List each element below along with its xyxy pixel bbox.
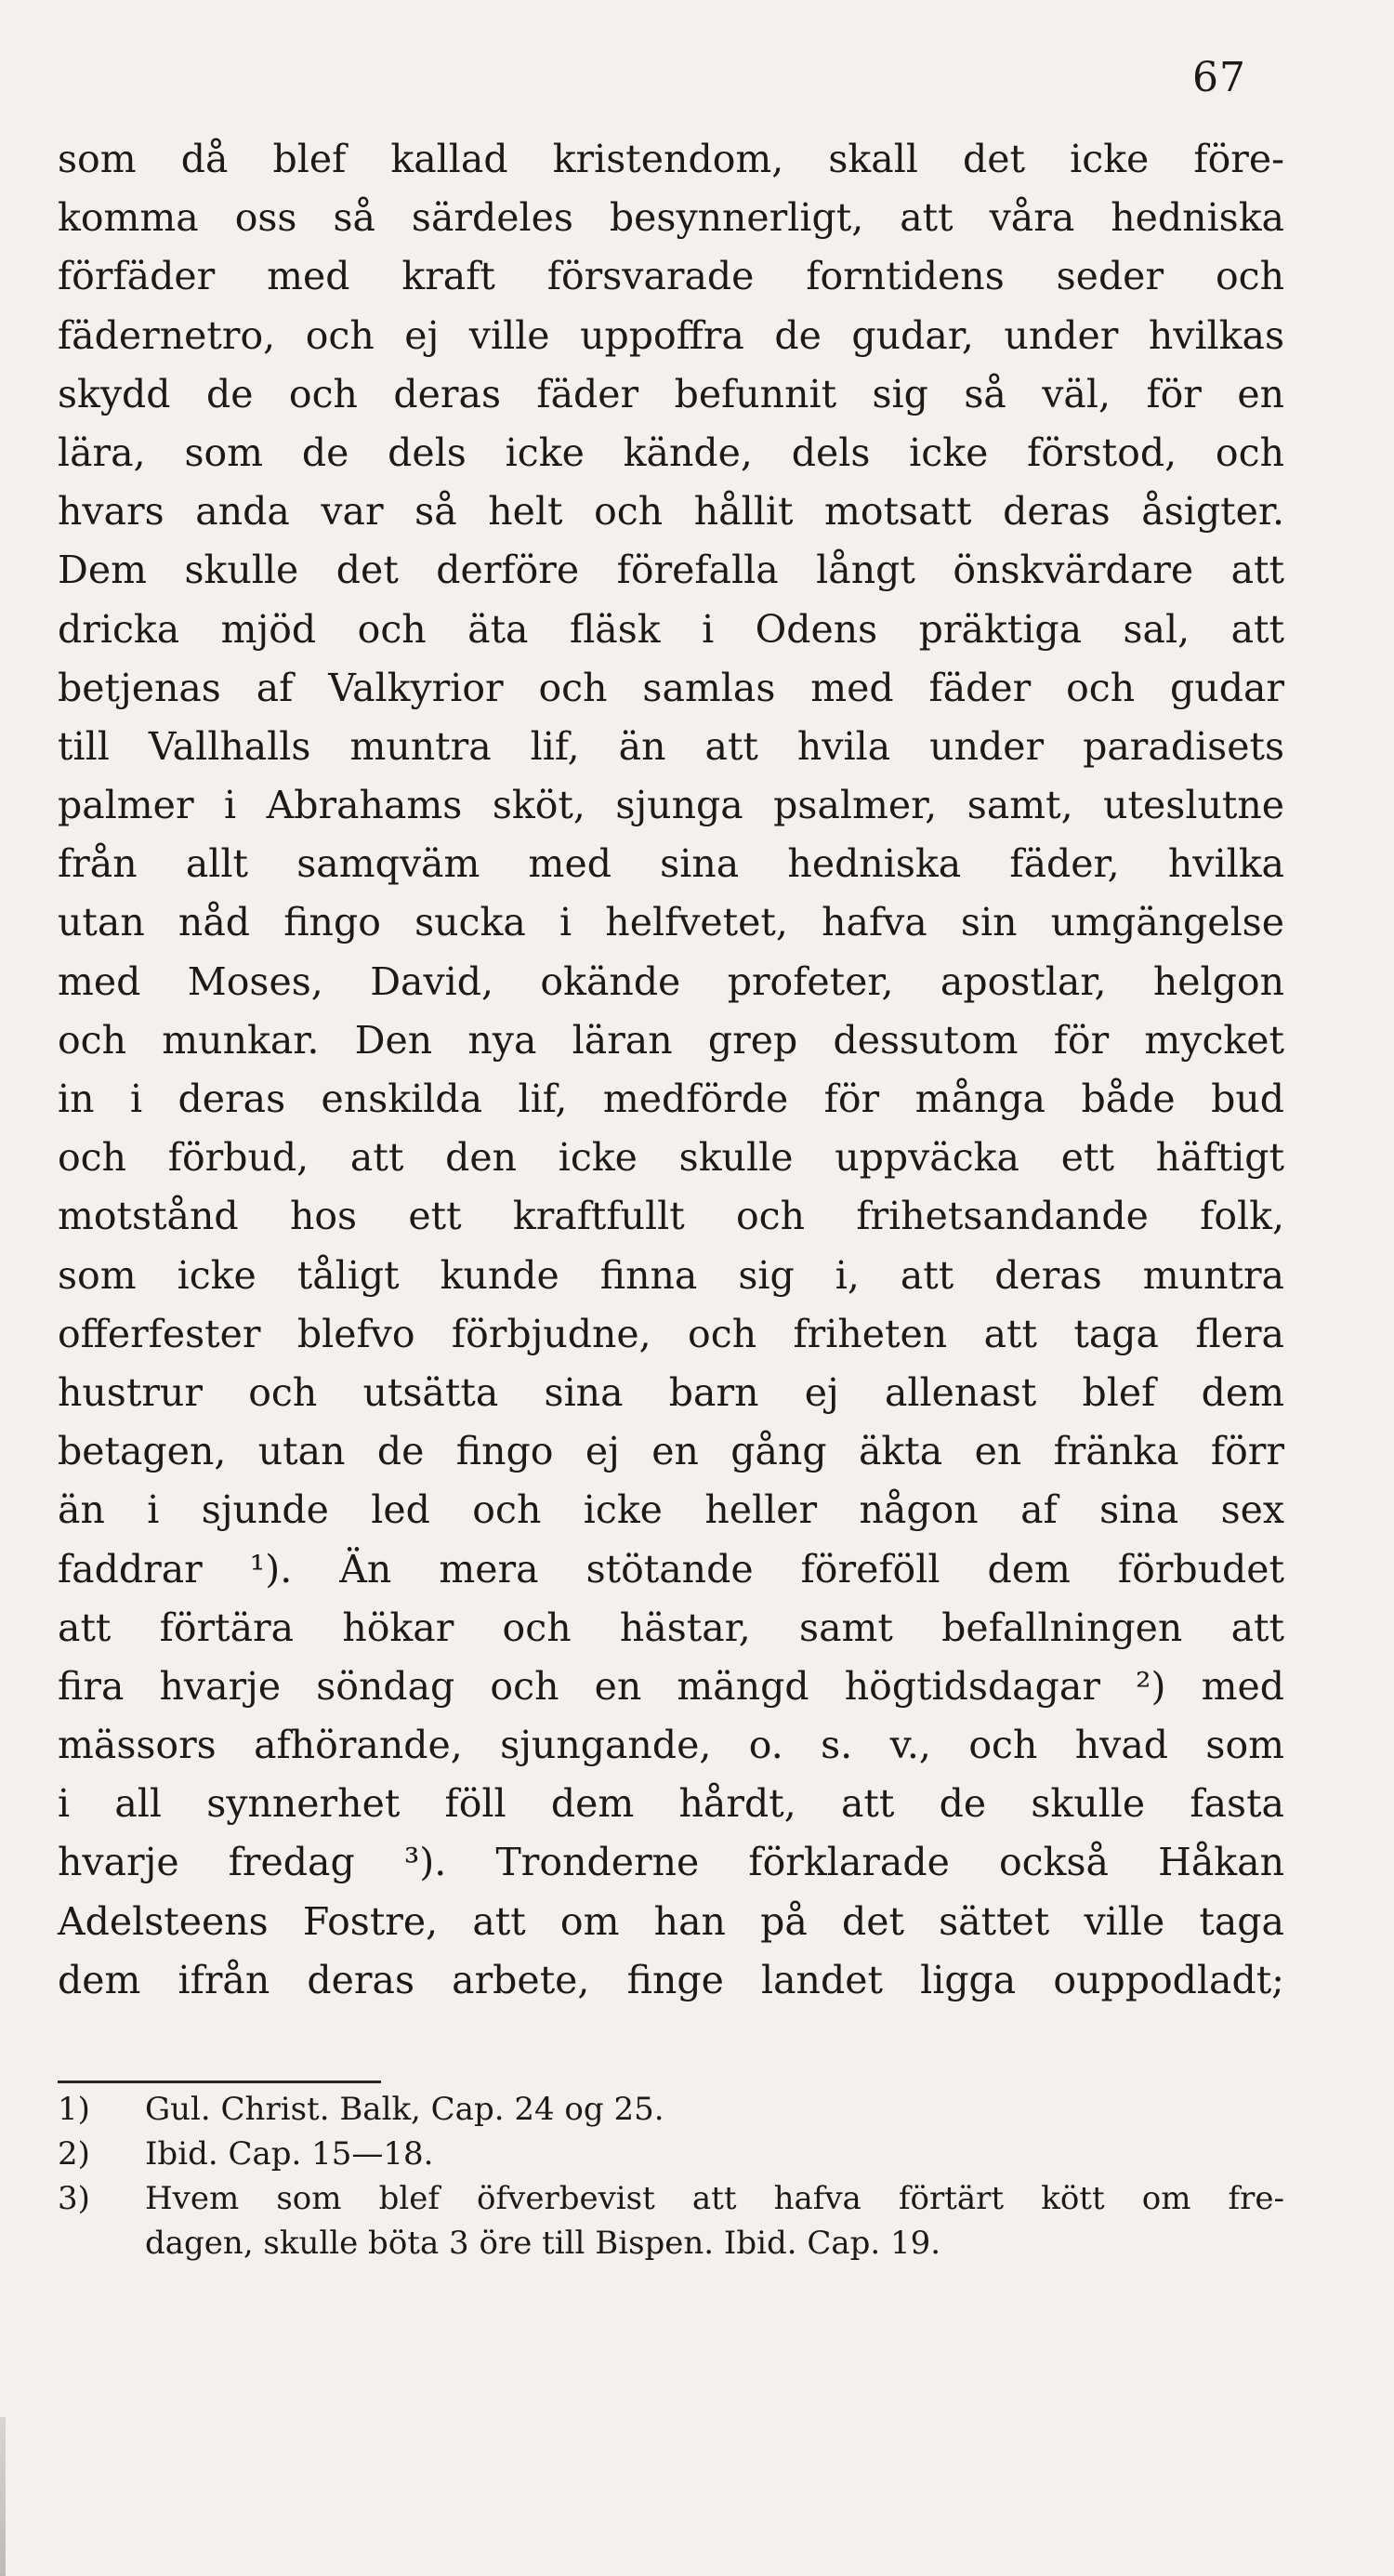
text-line: betagen, utan de fingo ej en gång äkta en fränka förr	[58, 1429, 1284, 1474]
text-line: och förbud, att den icke skulle uppväcka ett häftigt	[58, 1135, 1284, 1181]
text-line: än i sjunde led och icke heller någon af sina sex	[58, 1487, 1284, 1533]
text-line: komma oss så särdeles besynnerligt, att våra hedniska	[58, 195, 1284, 241]
scan-edge-mark	[0, 2417, 6, 2576]
text-line: i all synnerhet föll dem hårdt, att de skulle fasta	[58, 1781, 1284, 1827]
text-line: dricka mjöd och äta fläsk i Odens präktiga sal, att	[58, 606, 1284, 652]
text-line: som då blef kallad kristendom, skall det icke före-	[58, 137, 1284, 181]
footnotes	[58, 2087, 1284, 2266]
text-line: att förtära hökar och hästar, samt befallningen att	[58, 1605, 1284, 1650]
text-line: dem ifrån deras arbete, finge landet ligga ouppodladt;	[58, 1957, 1284, 2002]
text-line: förfäder med kraft försvarade forntidens seder och	[58, 254, 1284, 299]
text-line: lära, som de dels icke kände, dels icke förstod, och	[58, 429, 1284, 475]
text-line: hvarje fredag ³). Tronderne förklarade också Håkan	[58, 1840, 1284, 1885]
text-line: betjenas af Valkyrior och samlas med fäder och gudar	[58, 665, 1284, 710]
text-line: mässors afhörande, sjungande, o. s. v., och hvad som	[58, 1723, 1284, 1768]
text-line: från allt samqväm med sina hedniska fäder, hvilka	[58, 841, 1284, 887]
text-line: utan nåd fingo sucka i helfvetet, hafva sin umgängelse	[58, 900, 1284, 945]
text-line: fira hvarje söndag och en mängd högtidsdagar ²) med	[58, 1663, 1284, 1709]
footnote-marker: 3)	[58, 2180, 90, 2217]
footnote-text: Ibid. Cap. 15—18.	[145, 2135, 434, 2173]
footnote-text: Gul. Christ. Balk, Cap. 24 og 25.	[145, 2091, 664, 2128]
text-line: som icke tåligt kunde finna sig i, att deras muntra	[58, 1252, 1284, 1298]
footnote-marker: 2)	[58, 2135, 90, 2173]
text-line: Adelsteens Fostre, att om han på det sättet ville taga	[58, 1898, 1284, 1944]
text-line: med Moses, David, okände profeter, apostlar, helgon	[58, 958, 1284, 1004]
page-number: 67	[1192, 54, 1246, 101]
text-line: Dem skulle det derföre förefalla långt önskvärdare att	[58, 548, 1284, 593]
footnote-continuation: dagen, skulle böta 3 öre till Bispen. Ibid. Cap. 19.	[145, 2225, 941, 2262]
text-line: in i deras enskilda lif, medförde för många både bud	[58, 1077, 1284, 1121]
text-line: faddrar ¹). Än mera stötande föreföll dem förbudet	[58, 1546, 1284, 1592]
footnote-text: Hvem som blef öfverbevist att hafva förtärt kött om fre-	[145, 2180, 1284, 2217]
footnote-marker: 1)	[58, 2091, 90, 2128]
text-line: och munkar. Den nya läran grep dessutom för mycket	[58, 1017, 1284, 1063]
footnote-divider	[58, 2081, 381, 2083]
text-line: hustrur och utsätta sina barn ej allenast blef dem	[58, 1369, 1284, 1415]
text-line: hvars anda var så helt och hållit motsatt deras åsigter.	[58, 489, 1284, 535]
text-line: fädernetro, och ej ville uppoffra de gudar, under hvilkas	[58, 312, 1284, 358]
text-line: palmer i Abrahams sköt, sjunga psalmer, samt, uteslutne	[58, 783, 1284, 828]
footnote-2	[58, 2132, 1284, 2176]
text-line: motstånd hos ett kraftfullt och frihetsandande folk,	[58, 1194, 1284, 1239]
text-line: till Vallhalls muntra lif, än att hvila under paradisets	[58, 723, 1284, 769]
text-line: skydd de och deras fäder befunnit sig så väl, för en	[58, 371, 1284, 416]
footnote-1	[58, 2087, 1284, 2132]
text-line: offerfester blefvo förbjudne, och friheten att taga flera	[58, 1311, 1284, 1356]
footnote-3	[58, 2176, 1284, 2221]
body-text	[58, 130, 1284, 2010]
